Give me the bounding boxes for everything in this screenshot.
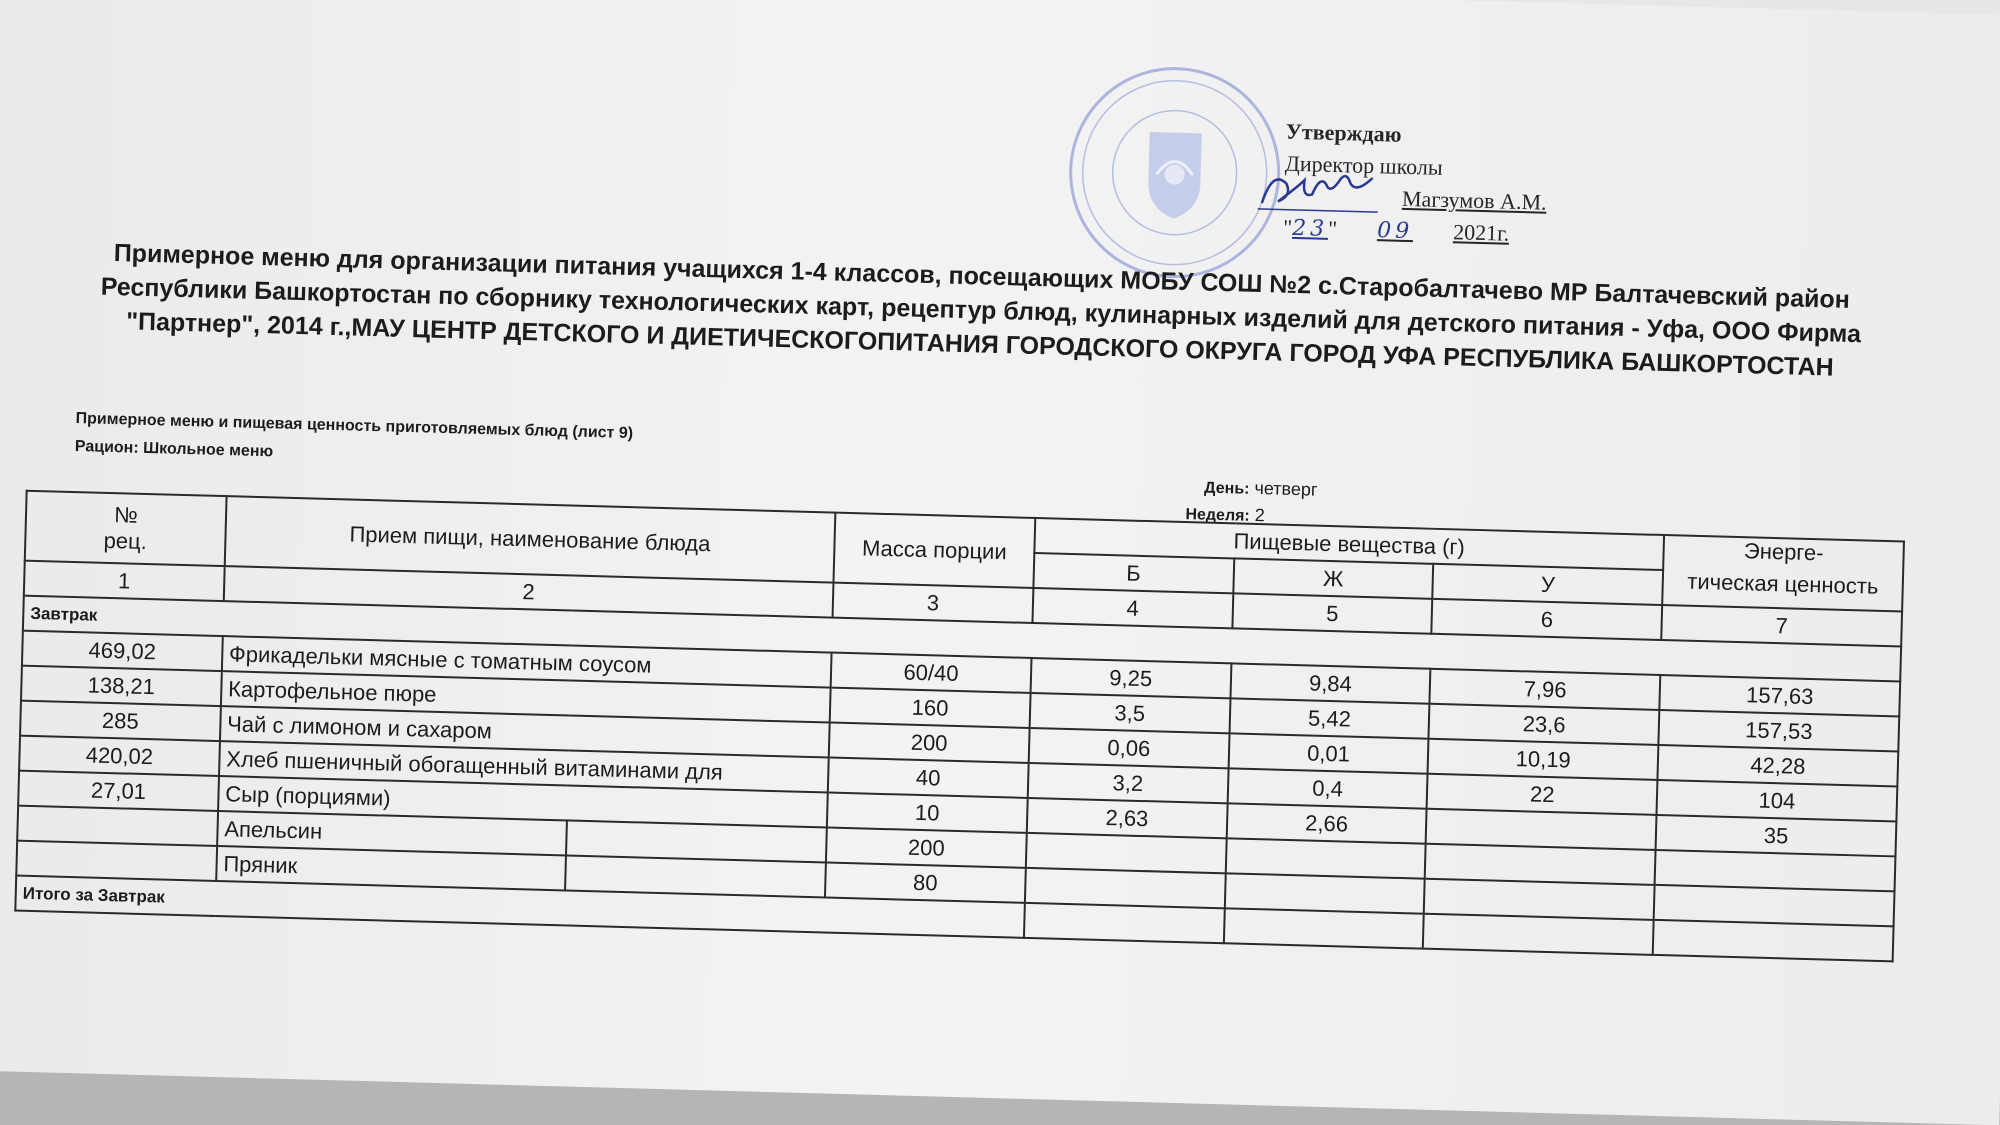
header-rec-number: [25, 491, 227, 566]
energy-cell: 104: [1657, 780, 1898, 821]
mass-cell: 40: [828, 758, 1029, 798]
dish-cell: Апельсин: [217, 811, 567, 855]
fat-cell: [1224, 873, 1425, 913]
header-protein: Б: [1033, 553, 1234, 593]
dish-cell: Картофельное пюре: [221, 671, 831, 722]
fat-cell: [1224, 908, 1425, 948]
day-field: [1204, 477, 1318, 501]
fat-cell: 9,84: [1230, 663, 1431, 703]
section-label: Завтрак: [23, 596, 1901, 682]
dish-cell: Фрикадельки мясные с томатным соусом: [222, 636, 832, 687]
mass-cell: 160: [830, 688, 1031, 728]
ration-label: Рацион: Школьное меню: [74, 438, 274, 461]
header-nutrients: Пищевые вещества (г): [1034, 518, 1664, 570]
energy-cell: 157,53: [1659, 710, 1900, 751]
header-rec-number-line2: рец.: [103, 527, 148, 554]
energy-cell: [1653, 920, 1894, 961]
rec-cell: [16, 841, 217, 881]
col-number: 5: [1232, 593, 1433, 633]
header-dish-name: Прием пищи, наименование блюда: [224, 496, 835, 582]
dish-cell: Чай с лимоном и сахаром: [220, 706, 830, 757]
header-energy-line1: Энерге-: [1743, 538, 1824, 566]
menu-table: [14, 490, 1905, 963]
dish-cell: Хлеб пшеничный обогащенный витаминами для: [219, 741, 829, 792]
approval-heading: Утверждаю: [1285, 118, 1402, 147]
approval-day: 23: [1291, 215, 1329, 242]
rec-cell: [17, 806, 218, 846]
energy-cell: 35: [1656, 815, 1897, 856]
protein-cell: 0,06: [1029, 728, 1230, 768]
carbs-cell: 10,19: [1428, 739, 1659, 780]
page-title: Примерное меню для организации питания учащихся 1-4 классов, посещающих МОБУ СОШ №2 с.Старобалтачево МР Балтачевский район Республики Башкортостан по сборнику технологических карт, рецептур блюд, кулинарных изделий для детского питания - Уфа, ООО Фирма "Партнер", 2014 г.,МАУ ЦЕНТР ДЕТСКОГО И ДИЕТИЧЕСКОГОПИТАНИЯ ГОРОДСКОГО ОКРУГА ГОРОД УФА РЕСПУБЛИКА БАШКОРТОСТАН: [100, 239, 1862, 382]
header-energy: [1662, 535, 1904, 611]
header-carbs: У: [1433, 564, 1664, 605]
carbs-cell: 7,96: [1430, 669, 1661, 710]
mass-cell: 80: [825, 862, 1026, 902]
week-value: 2: [1254, 504, 1266, 526]
carbs-cell: [1423, 914, 1654, 955]
col-number: 3: [833, 583, 1034, 623]
header-row: [26, 491, 1904, 577]
protein-cell: 3,5: [1029, 693, 1230, 733]
protein-cell: [1024, 903, 1225, 943]
col-number: 4: [1032, 588, 1233, 628]
fat-cell: [1225, 838, 1426, 878]
fat-cell: 2,66: [1226, 803, 1427, 843]
col-number: 6: [1432, 599, 1663, 640]
approval-month-wrap: [1337, 216, 1522, 246]
approval-month: 09: [1376, 218, 1414, 245]
protein-cell: 2,63: [1027, 798, 1228, 838]
protein-cell: 3,2: [1028, 763, 1229, 803]
fat-cell: 5,42: [1229, 698, 1430, 738]
protein-cell: 9,25: [1030, 658, 1231, 698]
rec-cell: 138,21: [21, 666, 222, 706]
energy-cell: 157,63: [1659, 675, 1900, 716]
approval-date: [1283, 212, 1546, 252]
carbs-cell: 23,6: [1429, 704, 1660, 745]
week-label: Неделя:: [1185, 506, 1250, 525]
day-value: четверг: [1254, 477, 1318, 500]
carbs-cell: 22: [1427, 774, 1658, 815]
day-label: День:: [1203, 479, 1250, 498]
mass-cell: 60/40: [831, 653, 1032, 693]
mass-cell: 200: [826, 827, 1027, 867]
dish-cell: Сыр (порциями): [218, 776, 828, 827]
rec-cell: 469,02: [22, 631, 223, 671]
rec-cell: 285: [20, 701, 221, 741]
approval-block: [1283, 116, 1549, 252]
approval-quote-close: ": [1327, 215, 1338, 242]
mass-cell: 200: [829, 723, 1030, 763]
header-mass: Масса порции: [834, 513, 1036, 588]
fat-cell: 0,4: [1227, 768, 1428, 808]
rec-cell: 420,02: [19, 736, 220, 776]
protein-cell: [1026, 833, 1227, 873]
protein-cell: [1025, 868, 1226, 908]
header-energy-line2: тическая ценность: [1687, 568, 1879, 599]
energy-cell: 42,28: [1658, 745, 1899, 786]
col-number: 1: [24, 561, 225, 601]
mass-cell: 10: [827, 793, 1028, 833]
fat-cell: 0,01: [1228, 733, 1429, 773]
approval-quote-open: ": [1282, 214, 1293, 240]
col-number: 2: [224, 566, 834, 617]
header-fat: Ж: [1233, 558, 1434, 598]
approval-position: Директор школы: [1284, 150, 1444, 180]
header-rec-number-line1: №: [113, 502, 139, 528]
sheet-title: Примерное меню и пищевая ценность приготовляемых блюд (лист 9): [75, 410, 634, 443]
approval-name: Магзумов А.М.: [1401, 185, 1547, 215]
rec-cell: 27,01: [18, 771, 219, 811]
dish-cell: Пряник: [216, 846, 566, 890]
approval-year: 2021г.: [1452, 219, 1510, 246]
total-label: Итого за Завтрак: [15, 876, 1024, 938]
col-number: 7: [1661, 605, 1902, 646]
